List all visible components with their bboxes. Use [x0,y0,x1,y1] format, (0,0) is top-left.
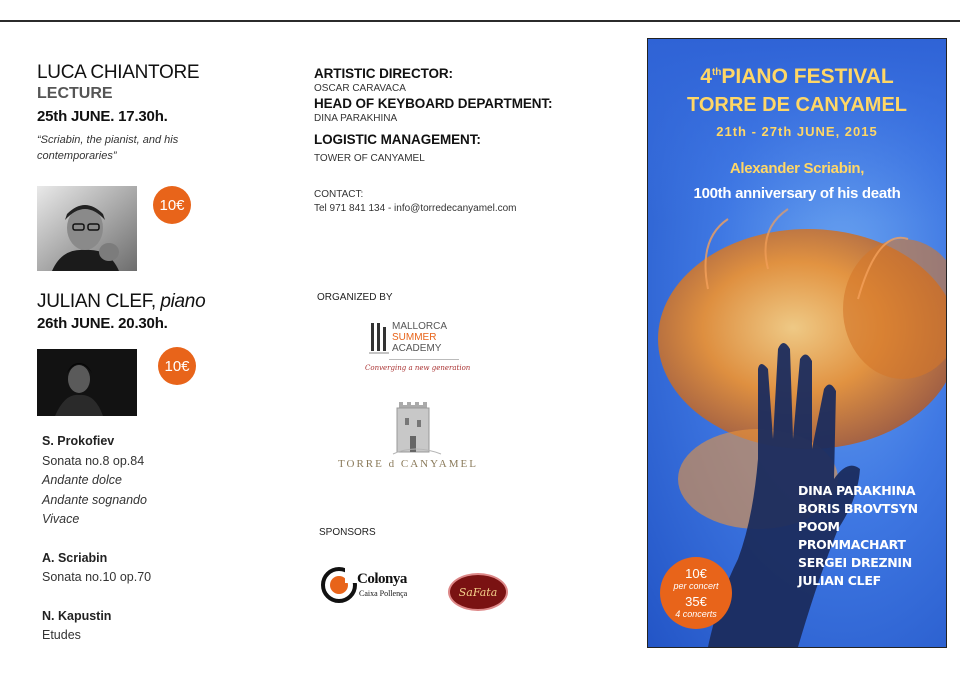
organized-by-label: ORGANIZED BY [317,292,393,303]
tower-icon [385,398,445,456]
sponsors-label: SPONSORS [319,527,376,538]
artist-name: BORIS BROVTSYN [798,501,918,516]
lecture-date: 25th JUNE. 17.30h. [37,108,168,125]
recital-performer: JULIAN CLEF, [37,291,156,312]
program-composer: S. Prokofiev [42,434,115,448]
artistic-director-label: ARTISTIC DIRECTOR: [314,66,453,81]
price-single-note: per concert [673,581,719,591]
program-movement: Andante dolce [42,473,122,487]
program-movement: Etudes [42,628,81,642]
logistic-label: LOGISTIC MANAGEMENT: [314,132,481,147]
poster-title-line2: TORRE DE CANYAMEL [686,94,908,116]
credits-section [314,66,614,214]
program-composer: A. Scriabin [42,550,108,565]
program-movement: Andante sognando [42,492,147,507]
program-work: Sonata no.10 op.70 [42,570,152,584]
artist-name: DINA PARAKHINA [798,483,916,498]
msa-logo [365,319,471,379]
recital-program [42,432,151,646]
recital-instrument: piano [160,291,206,312]
program-work: Sonata no.8 op.84 [42,453,145,468]
price-bundle-note: 4 concerts [675,609,717,619]
colonya-logo [321,567,421,607]
artist-name: JULIAN CLEF [798,573,881,588]
lecture-type: LECTURE [37,85,113,102]
lecture-speaker: LUCA CHIANTORE [37,62,200,83]
recital-date: 26th JUNE. 20.30h. [37,315,168,332]
contact-label: CONTACT: [314,189,364,200]
lecture-section [37,62,287,164]
msa-line1: MALLORCA [392,321,448,332]
lecture-price-badge: 10€ [153,186,191,224]
colonya-sub: Caixa Pollença [359,589,408,598]
colonya-icon [321,567,357,603]
recital-header [37,291,297,332]
torre-logo [330,398,490,478]
festival-poster [647,38,947,648]
performer-photo [37,349,137,416]
poster-theme-line2: 100th anniversary of his death [693,185,901,202]
poster-theme-line1: Alexander Scriabin, [729,160,865,177]
colonya-text: Colonya [357,571,407,587]
program-composer: N. Kapustin [42,608,112,623]
lecturer-photo [37,186,137,271]
poster-artists [798,482,946,590]
msa-line3: ACADEMY [392,343,442,354]
torre-text: TORRE d CANYAMEL [338,458,478,470]
head-keyboard-label: HEAD OF KEYBOARD DEPARTMENT: [314,96,553,111]
artistic-director: OSCAR CARAVACA [314,83,406,94]
recital-price-badge: 10€ [158,347,196,385]
msa-line2: SUMMER [392,332,437,343]
top-rule [0,20,960,22]
price-single: 10€ [685,566,707,581]
poster-price-badge [660,557,732,629]
program-movement: Vivace [42,512,80,526]
artist-name: SERGEI DREZNIN [798,555,912,570]
poster-dates: 21th - 27th JUNE, 2015 [716,124,878,139]
logistic-value: TOWER OF CANYAMEL [314,153,425,164]
poster-title-line1: 4thPIANO FESTIVAL [700,65,894,88]
lecture-title: “Scriabin, the pianist, and his contemporaries” [37,134,179,162]
price-bundle: 35€ [685,594,707,609]
contact-info: Tel 971 841 134 - info@torredecanyamel.com [314,203,517,214]
artist-name: POOM PROMMACHART [798,519,906,552]
msa-tagline: Converging a new generation [365,364,471,372]
head-keyboard: DINA PARAKHINA [314,113,398,124]
safata-logo: SaFata [448,573,508,611]
